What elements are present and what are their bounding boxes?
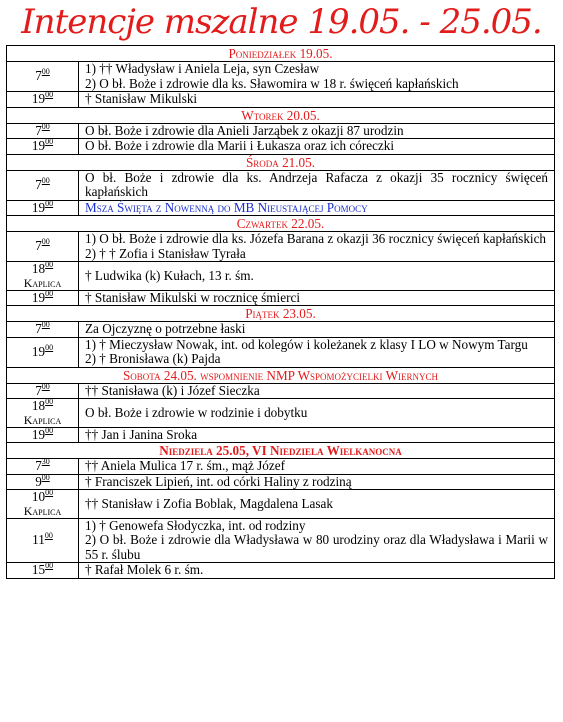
chapel-label: Kaplica (23, 275, 62, 290)
time-hour: 11 (32, 532, 45, 547)
mass-row (7, 518, 555, 563)
intention-line: 1) O bł. Boże i zdrowie dla ks. Józefa Barana z okazji 36 rocznicy święceń kapłańskich (85, 231, 547, 246)
mass-time (7, 490, 79, 519)
mass-row (7, 62, 555, 92)
intention-text (79, 490, 555, 519)
time-hour: 7 (35, 382, 42, 398)
time-minutes: 00 (45, 342, 54, 352)
day-header-row (7, 46, 555, 62)
mass-row (7, 490, 555, 519)
time-minutes: 00 (45, 260, 54, 269)
intention-line: 1) † Mieczysław Nowak, int. od kolegów i koleżanek z klasy I LO w Nowym Targu (85, 336, 528, 352)
time-hour: 7 (35, 238, 42, 254)
time-minutes: 00 (41, 237, 50, 247)
day-header-row (7, 216, 555, 232)
mass-time (7, 322, 79, 338)
mass-row (7, 322, 555, 338)
time-minutes: 00 (41, 121, 50, 131)
day-header-row (7, 443, 555, 459)
time-minutes: 00 (45, 288, 54, 298)
time-hour: 7 (35, 321, 42, 336)
intention-line: O bł. Boże i zdrowie dla ks. Andrzeja Rafacza z okazji 35 rocznicy święceń kapłańskich (85, 169, 548, 199)
time-minutes: 00 (45, 137, 54, 146)
time-minutes: 00 (41, 67, 50, 77)
time-minutes: 00 (45, 488, 54, 497)
time-minutes: 30 (41, 457, 50, 466)
day-header-row (7, 154, 555, 170)
intention-line: †† Stanisława (k) i Józef Sieczka (85, 382, 260, 398)
intention-text (79, 518, 555, 563)
chapel-label: Kaplica (23, 503, 62, 518)
intention-line: 1) †† Władysław i Aniela Leja, syn Czesław (85, 61, 320, 76)
mass-time (7, 200, 79, 216)
time-hour: 15 (31, 562, 46, 577)
day-header: Niedziela 25.05, VI Niedziela Wielkanocna (7, 443, 555, 459)
intention-text (79, 337, 555, 367)
time-hour: 19 (31, 138, 46, 153)
intention-line: †† Stanisław i Zofia Boblak, Magdalena Lasak (85, 495, 333, 511)
intention-text (79, 383, 555, 399)
mass-row (7, 383, 555, 399)
mass-row (7, 427, 555, 443)
time-hour: 9 (35, 473, 42, 489)
mass-row (7, 459, 555, 475)
time-minutes: 00 (41, 472, 50, 482)
mass-row (7, 123, 555, 139)
time-minutes: 00 (41, 175, 50, 185)
day-header: Sobota 24.05. wspomnienie NMP Wspomożycielki Wiernych (7, 367, 555, 383)
mass-time (7, 262, 79, 291)
page-title: Intencje mszalne 19.05. - 25.05. (21, 2, 542, 42)
chapel-label: Kaplica (23, 412, 62, 427)
time-hour: 7 (35, 458, 42, 473)
time-hour: 18 (31, 261, 46, 276)
intention-line: † Franciszek Lipień, int. od córki Haliny z rodziną (85, 473, 352, 489)
intention-text (79, 427, 555, 443)
intention-line: †† Aniela Mulica 17 r. śm., mąż Józef (85, 458, 285, 473)
time-minutes: 00 (45, 198, 54, 208)
mass-time (7, 123, 79, 139)
intention-text (79, 92, 555, 108)
mass-row (7, 170, 555, 200)
mass-time (7, 62, 79, 92)
intention-line: 1) † Genowefa Słodyczka, int. od rodziny (85, 517, 306, 533)
time-minutes: 00 (44, 531, 53, 540)
time-hour: 10 (31, 489, 46, 504)
mass-row (7, 399, 555, 428)
mass-time (7, 427, 79, 443)
time-hour: 7 (35, 122, 42, 138)
mass-row (7, 563, 555, 579)
intention-text (79, 563, 555, 579)
intention-text (79, 200, 555, 216)
day-header: Czwartek 22.05. (7, 216, 555, 232)
time-minutes: 00 (45, 561, 54, 570)
mass-time (7, 290, 79, 306)
mass-row (7, 337, 555, 367)
intention-text (79, 262, 555, 291)
time-hour: 19 (31, 199, 46, 215)
day-header: Poniedziałek 19.05. (7, 46, 555, 62)
mass-intentions-table (6, 45, 555, 579)
intention-line: O bł. Boże i zdrowie dla Anieli Jarząbek z okazji 87 urodzin (85, 122, 404, 138)
intention-line: † Stanisław Mikulski (85, 91, 198, 106)
mass-time (7, 518, 79, 563)
day-header: Piątek 23.05. (7, 306, 555, 322)
intention-text (79, 139, 555, 155)
time-minutes: 00 (45, 90, 54, 99)
time-hour: 19 (31, 426, 46, 442)
intention-line: † Rafał Molek 6 r. śm. (85, 562, 204, 577)
mass-time (7, 563, 79, 579)
intention-line: 2) O bł. Boże i zdrowie dla Władysława w 80 urodziny oraz dla Władysława i Marii w 55 r. ślubu (85, 532, 548, 562)
intention-line: †† Jan i Janina Sroka (85, 426, 198, 442)
mass-time (7, 383, 79, 399)
mass-time (7, 232, 79, 262)
mass-time (7, 139, 79, 155)
mass-time (7, 474, 79, 490)
time-minutes: 00 (41, 381, 50, 391)
intention-line: O bł. Boże i zdrowie w rodzinie i dobytku (85, 404, 308, 420)
intention-text (79, 399, 555, 428)
mass-row (7, 474, 555, 490)
intention-line: Msza Święta z Nowenną do MB Nieustającej Pomocy (85, 199, 368, 215)
mass-time (7, 337, 79, 367)
intention-line: † Ludwika (k) Kułach, 13 r. śm. (85, 267, 254, 283)
intention-line: † Stanisław Mikulski w rocznicę śmierci (85, 289, 300, 305)
time-minutes: 00 (45, 397, 54, 406)
intention-text (79, 459, 555, 475)
time-hour: 18 (31, 398, 46, 413)
time-hour: 19 (31, 343, 46, 359)
time-minutes: 00 (41, 320, 50, 329)
mass-row (7, 232, 555, 262)
mass-time (7, 170, 79, 200)
time-hour: 7 (35, 176, 42, 192)
mass-row (7, 290, 555, 306)
time-hour: 19 (31, 289, 46, 305)
time-hour: 19 (31, 91, 46, 106)
intention-text (79, 62, 555, 92)
intention-line: Za Ojczyznę o potrzebne łaski (85, 321, 246, 336)
day-header: Wtorek 20.05. (7, 107, 555, 123)
day-header-row (7, 306, 555, 322)
mass-row (7, 262, 555, 291)
day-header-row (7, 107, 555, 123)
day-header-row (7, 367, 555, 383)
intention-text (79, 170, 555, 200)
intention-line: 2) O bł. Boże i zdrowie dla ks. Sławomira w 18 r. święceń kapłańskich (85, 75, 459, 91)
time-minutes: 00 (45, 425, 54, 435)
time-hour: 7 (35, 68, 42, 84)
intention-line: 2) † † Zofia i Stanisław Tyrała (85, 245, 246, 261)
intention-line: 2) † Bronisława (k) Pajda (85, 351, 221, 366)
mass-row (7, 92, 555, 108)
day-header: Środa 21.05. (7, 154, 555, 170)
intention-text (79, 232, 555, 262)
intention-text (79, 290, 555, 306)
intention-text (79, 322, 555, 338)
mass-time (7, 92, 79, 108)
intention-text (79, 123, 555, 139)
intention-line: O bł. Boże i zdrowie dla Marii i Łukasza oraz ich córeczki (85, 138, 395, 153)
mass-row (7, 200, 555, 216)
intention-text (79, 474, 555, 490)
mass-time (7, 399, 79, 428)
mass-row (7, 139, 555, 155)
